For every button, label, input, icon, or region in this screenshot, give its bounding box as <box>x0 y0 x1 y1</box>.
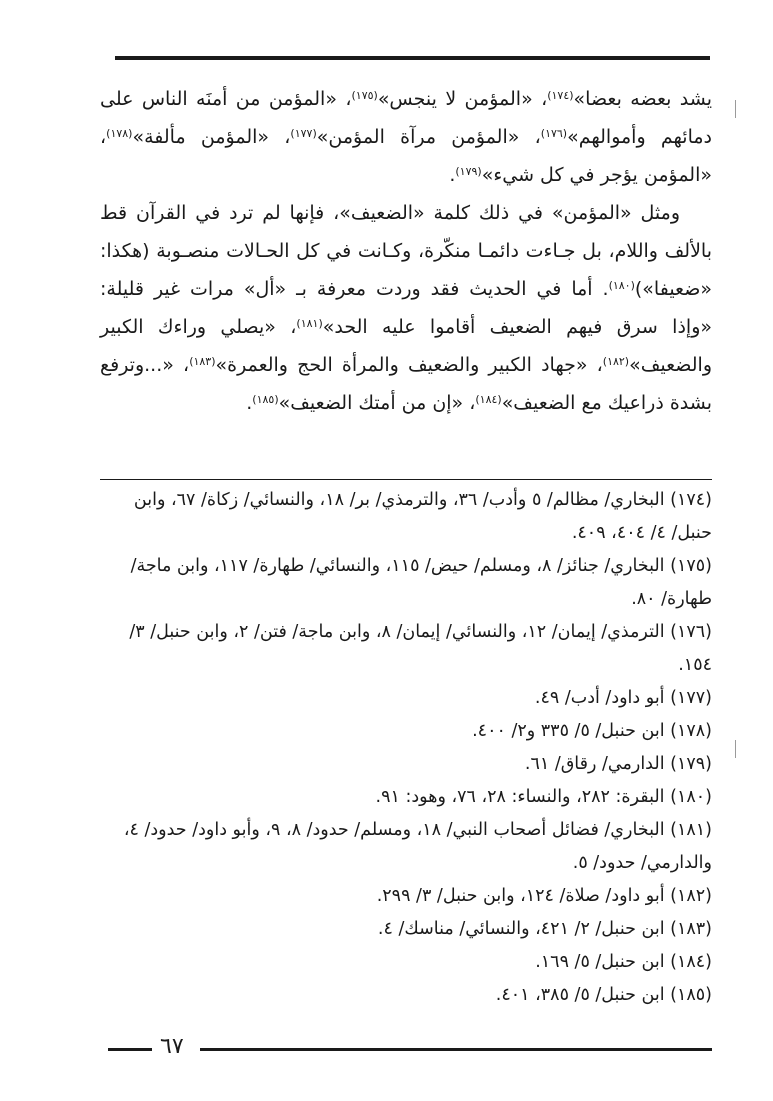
footnote-ref: (١٧٦) <box>540 127 568 140</box>
footnote-number: (١٨١) <box>670 820 712 840</box>
footnote-number: (١٧٥) <box>670 556 712 576</box>
footer-rule-left <box>108 1048 152 1051</box>
footnote-text: البخاري/ مظالم/ ٥ وأدب/ ٣٦، والترمذي/ بر/ ١٨، والنسائي/ زكاة/ ٦٧، وابن حنبل/ ٤/ ٤٠٤، ٤٠٩. <box>133 490 712 543</box>
text-run: ، «يصلي وراءك الكبير والضعيف» <box>100 316 713 376</box>
footnote-ref: (١٨٥) <box>252 393 279 406</box>
footnote-number: (١٧٧) <box>670 688 712 708</box>
footnote-number: (١٧٩) <box>670 754 712 774</box>
footnote-text: ابن حنبل/ ٥/ ٣٨٥، ٤٠١. <box>495 985 665 1005</box>
footnote <box>100 979 712 1012</box>
footnote-text: البخاري/ جنائز/ ٨، ومسلم/ حيض/ ١١٥، والنسائي/ طهارة/ ١١٧، وابن ماجة/ طهارة/ ٨٠. <box>130 556 712 609</box>
footnote-number: (١٧٨) <box>670 721 712 741</box>
footnote <box>100 748 712 781</box>
footnote-text: ابن حنبل/ ٥/ ٣٣٥ و٢/ ٤٠٠. <box>472 721 665 741</box>
text-run: ، «إن من أمتك الضعيف» <box>278 392 476 414</box>
footnote-ref: (١٧٩) <box>455 165 482 178</box>
footnote-number: (١٧٦) <box>670 622 712 642</box>
footnote-text: ابن حنبل/ ٥/ ١٦٩. <box>535 952 665 972</box>
margin-mark <box>735 100 736 118</box>
page-body <box>100 80 712 422</box>
margin-mark <box>735 740 736 758</box>
footnote <box>100 616 712 682</box>
footnote <box>100 880 712 913</box>
footnote-ref: (١٨٢) <box>602 355 630 368</box>
paragraph-1 <box>100 80 712 194</box>
footnote-text: أبو داود/ أدب/ ٤٩. <box>534 688 665 708</box>
text-run: يشد بعضه بعضا» <box>573 88 712 110</box>
footnote-text: الترمذي/ إيمان/ ١٢، والنسائي/ إيمان/ ٨، وابن ماجة/ فتن/ ٢، وابن حنبل/ ٣/ ١٥٤. <box>129 622 712 675</box>
text-run: ، «المؤمن مألفة» <box>132 126 291 148</box>
footnote <box>100 484 712 550</box>
footnote-number: (١٨٥) <box>670 985 712 1005</box>
footnote <box>100 550 712 616</box>
footnote <box>100 715 712 748</box>
text-run: . <box>449 164 456 186</box>
footnote-text: الدارمي/ رقاق/ ٦١. <box>524 754 665 774</box>
footnote <box>100 946 712 979</box>
paragraph-2 <box>100 194 712 422</box>
text-run: . أما في الحديث فقد وردت معرفة بـ «أل» مرات غير قليلة: «وإذا سرق فيهم الضعيف أقاموا عليه الحد» <box>100 278 712 338</box>
text-run: ، «المؤمن مرآة المؤمن» <box>316 126 541 148</box>
footnotes <box>100 484 712 1012</box>
footnote-ref: (١٧٨) <box>106 127 133 140</box>
page-number: ٦٧ <box>160 1034 184 1059</box>
footnote-ref: (١٨٣) <box>189 355 216 368</box>
footnote-number: (١٧٤) <box>670 490 712 510</box>
text-run: ، «...وترفع بشدة ذراعيك مع الضعيف» <box>100 354 712 414</box>
footnote <box>100 913 712 946</box>
text-run: ، «جهاد الكبير والضعيف والمرأة الحج والعمرة» <box>215 354 603 376</box>
footnote-text: ابن حنبل/ ٢/ ٤٢١، والنسائي/ مناسك/ ٤. <box>377 919 665 939</box>
text-run: ، «المؤمن يؤجر في كل شيء» <box>100 126 712 186</box>
footnote-number: (١٨٢) <box>670 886 712 906</box>
footnote-ref: (١٨٠) <box>608 279 635 292</box>
footnote-number: (١٨٣) <box>670 919 712 939</box>
text-run: . <box>246 392 253 414</box>
footnote-text: البخاري/ فضائل أصحاب النبي/ ١٨، ومسلم/ حدود/ ٨، ٩، وأبو داود/ حدود/ ٤، والدارمي/ حدود/ ٥. <box>123 820 712 873</box>
footer-rule-right <box>200 1048 712 1051</box>
body-text <box>100 80 712 422</box>
footnote-number: (١٨٠) <box>670 787 712 807</box>
header-rule <box>115 56 710 60</box>
page-footer <box>108 1034 712 1060</box>
footnote-text: أبو داود/ صلاة/ ١٢٤، وابن حنبل/ ٣/ ٢٩٩. <box>376 886 665 906</box>
text-run: ، «المؤمن من أمنَه الناس على دمائهم وأموالهم» <box>100 88 712 148</box>
text-run: ومثل «المؤمن» في ذلك كلمة «الضعيف»، فإنها لم ترد في القرآن قط بالألف واللام، بل جـاءت دائمـا منكّرة، وكـانت في كل الحـالات منصـوبة (هكذا: «ضعيفا») <box>100 202 712 300</box>
footnote-number: (١٨٤) <box>670 952 712 972</box>
footnote-ref: (١٨١) <box>296 317 323 330</box>
footnote <box>100 814 712 880</box>
footnote-ref: (١٧٥) <box>351 89 378 102</box>
footnote <box>100 781 712 814</box>
footnote-ref: (١٧٧) <box>290 127 317 140</box>
footnote-separator <box>100 479 712 480</box>
footnote-ref: (١٧٤) <box>547 89 574 102</box>
footnote <box>100 682 712 715</box>
text-run: ، «المؤمن لا ينجس» <box>377 88 548 110</box>
footnote-text: البقرة: ٢٨٢، والنساء: ٢٨، ٧٦، وهود: ٩١. <box>375 787 665 807</box>
footnote-ref: (١٨٤) <box>475 393 502 406</box>
